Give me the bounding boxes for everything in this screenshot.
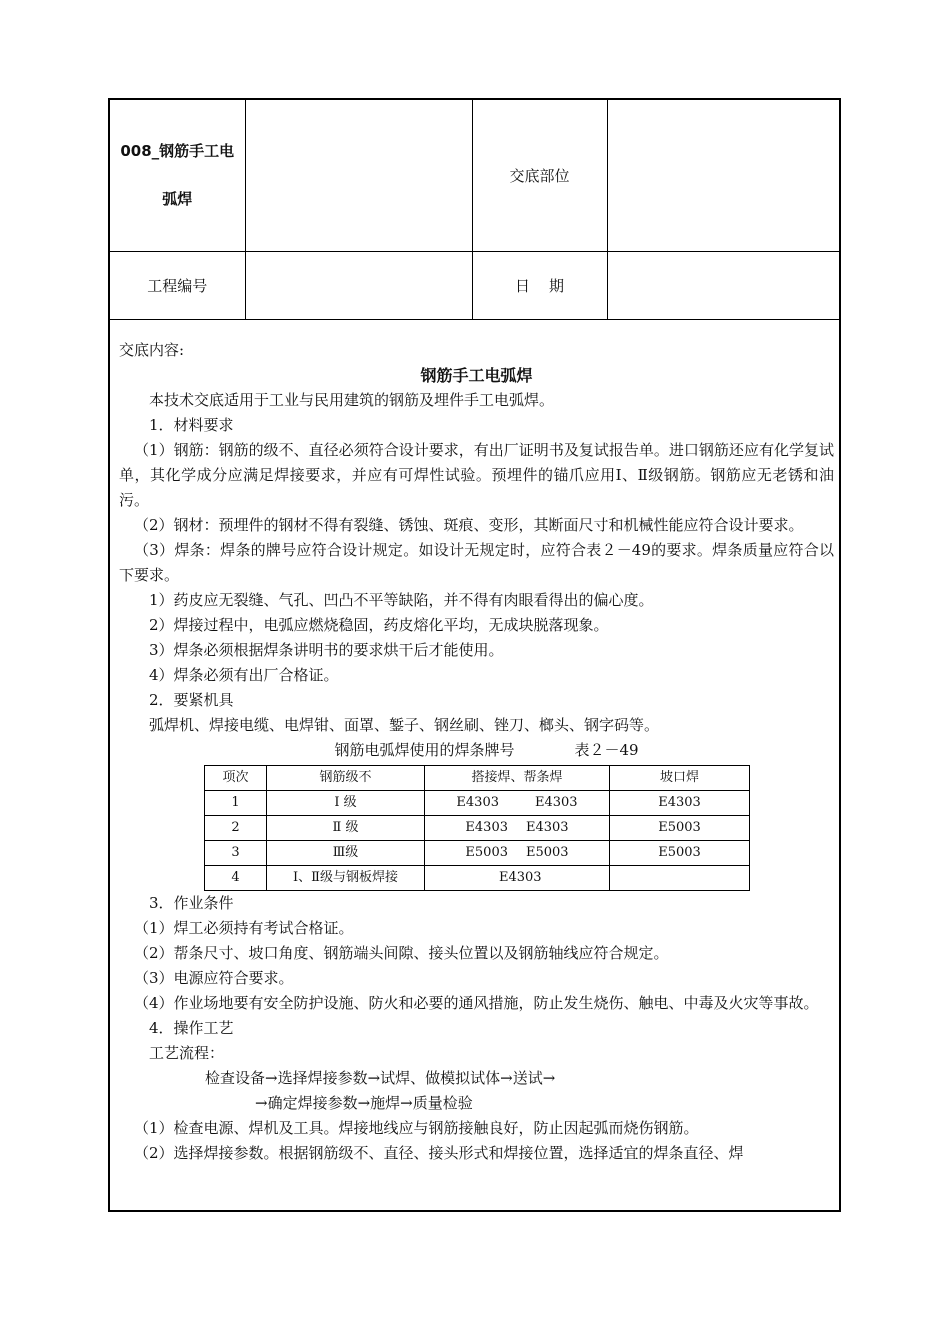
flow-line-2: →确定焊接参数→施焊→质量检验 xyxy=(255,1094,473,1112)
table-row xyxy=(205,791,750,816)
table-row xyxy=(205,841,750,866)
table-header-cell: 项次 xyxy=(205,766,267,791)
table-cell: Ⅰ、Ⅱ级与钢板焊接 xyxy=(267,866,425,891)
section-1-item-3: （3）焊条：焊条的牌号应符合设计规定。如设计无规定时，应符合表２－49的要求。焊条质量应符合以下要求。 xyxy=(119,541,834,584)
table-cell: Ⅱ 级 xyxy=(267,816,425,841)
table-row xyxy=(205,816,750,841)
electrode-table xyxy=(204,765,750,891)
table-header-cell: 搭接焊、帮条焊 xyxy=(425,766,610,791)
section-3-heading: 3．作业条件 xyxy=(149,894,234,912)
table-cell: 4 xyxy=(205,866,267,891)
section-1-heading: 1．材料要求 xyxy=(149,416,234,434)
electrode-req-2: 2）焊接过程中，电弧应燃烧稳固，药皮熔化平均，无成块脱落现象。 xyxy=(149,616,609,634)
date-label: 日 期 xyxy=(472,251,607,319)
table-header-cell: 钢筋级不 xyxy=(267,766,425,791)
content-label: 交底内容: xyxy=(119,341,185,359)
table-cell: E5003 xyxy=(610,816,750,841)
table-cell-value: E4303 xyxy=(526,820,569,835)
content-area xyxy=(119,338,834,1166)
table-cell: 2 xyxy=(205,816,267,841)
part-label: 交底部位 xyxy=(472,100,607,251)
section-4-item-2: （2）选择焊接参数。根据钢筋级不、直径、接头形式和焊接位置，选择适宜的焊条直径、焊 xyxy=(134,1144,744,1162)
date-value xyxy=(607,251,839,319)
table-cell-value: E5003 xyxy=(526,845,569,860)
section-3-item-2: （2）帮条尺寸、坡口角度、钢筋端头间隙、接头位置以及钢筋轴线应符合规定。 xyxy=(134,944,669,962)
flow-label: 工艺流程： xyxy=(149,1044,225,1062)
electrode-req-1: 1）药皮应无裂缝、气孔、凹凸不平等缺陷，并不得有肉眼看得出的偏心度。 xyxy=(149,591,654,609)
section-2-heading: 2．要紧机具 xyxy=(149,691,234,709)
table-cell-value: E5003 xyxy=(465,845,508,860)
project-no-value xyxy=(245,251,472,319)
table-cell: 1 xyxy=(205,791,267,816)
section-4-heading: 4．操作工艺 xyxy=(149,1019,234,1037)
table-cell-value: E4303 xyxy=(499,870,542,885)
part-value xyxy=(607,100,839,251)
section-2-text: 弧焊机、焊接电缆、电焊钳、面罩、錾子、钢丝刷、锉刀、榔头、钢字码等。 xyxy=(149,716,660,734)
table-header-row xyxy=(205,766,750,791)
section-4-item-1: （1）检查电源、焊机及工具。焊接地线应与钢筋接触良好，防止因起弧而烧伤钢筋。 xyxy=(134,1119,699,1137)
electrode-req-4: 4）焊条必须有出厂合格证。 xyxy=(149,666,339,684)
table-row xyxy=(205,866,750,891)
title-value-cell xyxy=(245,100,472,251)
table-cell xyxy=(610,866,750,891)
table-cell xyxy=(425,816,610,841)
form-frame xyxy=(108,98,841,1212)
header-table xyxy=(110,100,839,320)
table-cell: 3 xyxy=(205,841,267,866)
electrode-req-3: 3）焊条必须根据焊条讲明书的要求烘干后才能使用。 xyxy=(149,641,504,659)
flow-line-1: 检查设备→选择焊接参数→试焊、做模拟试体→送试→ xyxy=(205,1069,556,1087)
project-no-label: 工程编号 xyxy=(110,251,245,319)
section-1-item-2: （2）钢材：预埋件的钢材不得有裂缝、锈蚀、斑痕、变形，其断面尺寸和机械性能应符合设计要求。 xyxy=(134,516,804,534)
table-cell: E5003 xyxy=(610,841,750,866)
table-caption-line xyxy=(119,738,834,763)
table-cell xyxy=(425,791,610,816)
section-3-item-1: （1）焊工必须持有考试合格证。 xyxy=(134,919,354,937)
document-title: 008_钢筋手工电弧焊 xyxy=(110,100,245,251)
section-1-item-1: （1）钢筋：钢筋的级不、直径必须符合设计要求，有出厂证明书及复试报告单。进口钢筋还应有化学复试单，其化学成分应满足焊接要求，并应有可焊性试验。预埋件的锚爪应用Ⅰ、Ⅱ级钢筋。钢筋应无老锈和油污。 xyxy=(119,441,834,509)
table-cell: E4303 xyxy=(610,791,750,816)
intro-text: 本技术交底适用于工业与民用建筑的钢筋及埋件手工电弧焊。 xyxy=(149,391,555,409)
table-cell xyxy=(425,866,610,891)
table-cell-value: E4303 xyxy=(535,795,578,810)
table-cell xyxy=(425,841,610,866)
section-3-item-3: （3）电源应符合要求。 xyxy=(134,969,294,987)
section-3-item-4: （4）作业场地要有安全防护设施、防火和必要的通风措施，防止发生烧伤、触电、中毒及火灾等事故。 xyxy=(134,994,819,1012)
content-heading: 钢筋手工电弧焊 xyxy=(420,366,533,385)
table-cell: Ⅲ级 xyxy=(267,841,425,866)
table-cell: Ⅰ 级 xyxy=(267,791,425,816)
table-number: 表２－49 xyxy=(574,741,639,759)
table-caption: 钢筋电弧焊使用的焊条牌号 xyxy=(334,741,515,759)
table-cell-value: E4303 xyxy=(465,820,508,835)
table-cell-value: E4303 xyxy=(456,795,499,810)
table-header-cell: 坡口焊 xyxy=(610,766,750,791)
